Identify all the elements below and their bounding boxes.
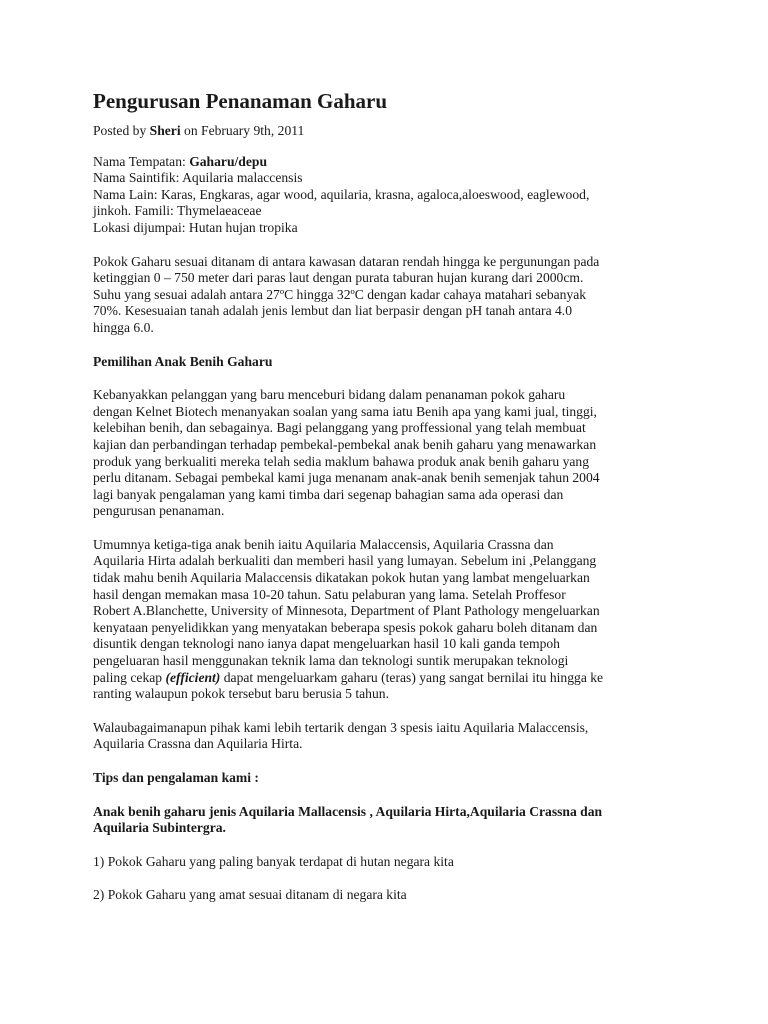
paragraph-line: ranting walaupun pokok tersebut baru berusia 5 tahun.: [93, 686, 389, 702]
paragraph-line: hingga 6.0.: [93, 319, 154, 335]
paragraph-line: Aquilaria Hirta adalah berkualiti dan memberi hasil yang lumayan. Sebelum ini ,Pelanggang: [93, 553, 597, 569]
list-item: 2) Pokok Gaharu yang amat sesuai ditanam di negara kita: [93, 887, 407, 903]
emphasis-efficient: (efficient): [165, 669, 221, 685]
paragraph-line: Pokok Gaharu sesuai ditanam di antara kawasan dataran rendah hingga ke pergunungan pada: [93, 253, 600, 269]
paragraph-tertarik: [93, 720, 693, 753]
paragraph-line: perlu ditanam. Sebagai pembekal kami juga menanam anak-anak benih semenjak tahun 2004: [93, 470, 600, 486]
line-pre: paling cekap: [93, 669, 166, 685]
paragraph-line: produk yang berkualiti mereka telah sedia maklum bahawa produk anak benih gaharu yang: [93, 453, 589, 469]
paragraph-line: Kebanyakkan pelanggan yang baru menceburi bidang dalam penanaman pokok gaharu: [93, 387, 566, 403]
byline-author: Sheri: [149, 123, 181, 138]
paragraph-spesis: [93, 537, 693, 703]
info-tempatan-value: Gaharu/depu: [189, 153, 267, 169]
page-title: Pengurusan Penanaman Gaharu: [93, 89, 388, 113]
paragraph-line: Aquilaria Crassna dan Aquilaria Hirta.: [93, 736, 303, 752]
paragraph-line: pengeluaran hasil menggunakan teknik lama dan teknologi suntik merupakan teknologi: [93, 653, 569, 669]
section-heading-tips: Tips dan pengalaman kami :: [93, 770, 259, 785]
paragraph-line: hasil dengan memakan masa 10-20 tahun. Satu pelaburan yang lama. Setelah Proffesor: [93, 586, 566, 602]
info-lain-line-2: jinkoh. Famili: Thymelaeaceae: [93, 203, 262, 219]
paragraph-line: kenyataan penyelidikkan yang menyatakan beberapa spesis pokok gaharu boleh ditanam dan: [93, 619, 598, 635]
section-heading-anak-benih: [93, 804, 693, 837]
byline: [93, 123, 693, 140]
paragraph-line: lagi banyak pengalaman yang kami timba dari segenap bahagian sama ada operasi dan: [93, 486, 564, 502]
paragraph-line: Walaubagaimanapun pihak kami lebih tertarik dengan 3 spesis iaitu Aquilaria Malaccensis,: [93, 719, 589, 735]
paragraph-line: dengan Kelnet Biotech menanyakan soalan yang sama iatu Benih apa yang kami jual, tinggi,: [93, 403, 597, 419]
section-heading-pemilihan: Pemilihan Anak Benih Gaharu: [93, 353, 273, 369]
paragraph-line: Suhu yang sesuai adalah antara 27ºC hingga 32ºC dengan kadar cahaya matahari sebanyak: [93, 286, 587, 302]
info-block: [93, 154, 693, 237]
paragraph-line: Robert A.Blanchette, University of Minnesota, Department of Plant Pathology mengeluarkan: [93, 603, 600, 619]
line-post: dapat mengeluarkam gaharu (teras) yang sangat bernilai itu hingga ke: [220, 669, 604, 685]
paragraph-line: tidak mahu benih Aquilaria Malaccensis dikatakan pokok hutan yang lambat mengeluarkan: [93, 570, 590, 586]
paragraph-iklim: [93, 254, 693, 337]
paragraph-line: 70%. Kesesuaian tanah adalah jenis lembut dan liat berpasir dengan pH tanah antara 4.0: [93, 303, 573, 319]
byline-suffix: on February 9th, 2011: [180, 123, 305, 138]
paragraph-line-efficient: [93, 670, 693, 687]
document-page: [93, 88, 693, 921]
paragraph-line: kajian dan perbandingan terhadap pembekal-pembekal anak benih gaharu yang menawarkan: [93, 436, 597, 452]
paragraph-line: kelebihan benih, dan sebagainya. Bagi pelanggang yang proffessional yang telah membuat: [93, 420, 586, 436]
info-tempatan: [93, 154, 693, 171]
paragraph-line: pengurusan penanaman.: [93, 503, 225, 519]
paragraph-line: ketinggian 0 – 750 meter dari paras laut dengan purata taburan hujan kurang dari 2000cm.: [93, 270, 584, 286]
info-saintifik: Nama Saintifik: Aquilaria malaccensis: [93, 170, 303, 186]
heading-line: Aquilaria Subintergra.: [93, 820, 226, 836]
paragraph-line: Umumnya ketiga-tiga anak benih iaitu Aquilaria Malaccensis, Aquilaria Crassna dan: [93, 536, 554, 552]
paragraph-pelanggan: [93, 387, 693, 520]
info-tempatan-label: Nama Tempatan:: [93, 153, 190, 169]
heading-line: Anak benih gaharu jenis Aquilaria Mallacensis , Aquilaria Hirta,Aquilaria Crassna dan: [93, 803, 603, 819]
info-lokasi: Lokasi dijumpai: Hutan hujan tropika: [93, 219, 298, 235]
paragraph-line: disuntik dengan teknologi nano ianya dapat mengeluarkan hasil 10 kali ganda tempoh: [93, 636, 560, 652]
list-item: 1) Pokok Gaharu yang paling banyak terdapat di hutan negara kita: [93, 853, 454, 869]
info-lain-line-1: Nama Lain: Karas, Engkaras, agar wood, aquilaria, krasna, agaloca,aloeswood, eaglewood,: [93, 186, 590, 202]
byline-prefix: Posted by: [93, 123, 150, 138]
